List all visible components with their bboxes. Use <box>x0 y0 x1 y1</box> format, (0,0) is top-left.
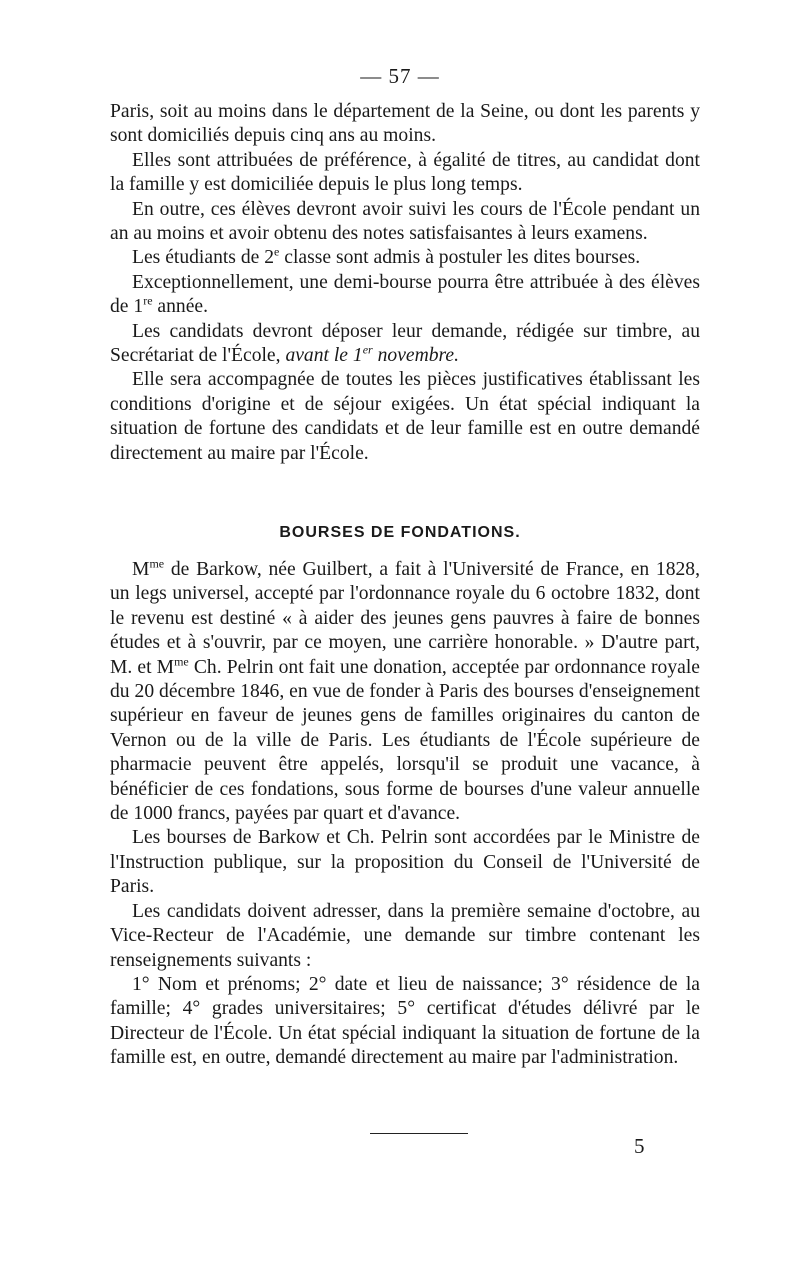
paragraph-4-sup: e <box>274 244 280 259</box>
paragraph-6-em-b: novembre. <box>372 345 460 367</box>
paragraph-6 <box>110 320 700 369</box>
body-text-top <box>110 100 700 466</box>
section-paragraph-3: Les candidats doivent adresser, dans la première semaine d'octobre, au Vice-Recteur de l'Académie, une demande sur timbre contenant les renseignements suivants : <box>110 900 700 971</box>
paragraph-5-text-b: année. <box>152 296 209 318</box>
paragraph-5 <box>110 271 700 320</box>
section-paragraph-1 <box>110 558 700 826</box>
section-paragraph-2: Les bourses de Barkow et Ch. Pelrin sont accordées par le Ministre de l'Instruction publique, sur la proposition du Conseil de l'Université de Paris. <box>110 827 700 898</box>
paragraph-1: Paris, soit au moins dans le département de la Seine, ou dont les parents y sont domiciliés depuis cinq ans au moins. <box>110 101 700 147</box>
section-heading: BOURSES DE FONDATIONS. <box>279 524 521 541</box>
section-paragraph-1-text-a: M <box>132 559 150 580</box>
signature-mark: 5 <box>634 1134 645 1158</box>
section-paragraph-4: 1° Nom et prénoms; 2° date et lieu de naissance; 3° résidence de la famille; 4° grades universitaires; 5° certificat d'études délivré par le Directeur de l'École. Un état spécial indiquant la situation de fortune de la famille est, en outre, demandé directement au maire par l'administration. <box>110 973 700 1069</box>
section-paragraph-1-text-c: Ch. Pelrin ont fait une donation, acceptée par ordonnance royale du 20 décembre 1846, en vue de fonder à Paris des bourses d'enseignement supérieur en faveur de jeunes gens de familles originaires du canton de Vernon ou de la ville de Paris. Les étudiants de l'École supérieure de pharmacie peuvent être appelés, lorsqu'il se produit une vacance, à bénéficier de ces fondations, sous forme de bourses d'une valeur annuelle de 1000 francs, payées par quart et d'avance. <box>110 656 700 825</box>
paragraph-6-em-sup: er <box>362 342 373 357</box>
paragraph-6-deadline <box>285 342 460 367</box>
paragraph-5-text-a: Exceptionnellement, une demi-bourse pourra être attribuée à des élèves de 1 <box>110 271 700 318</box>
paragraph-4 <box>110 246 700 270</box>
section-paragraph-1-sup-2: me <box>174 654 189 669</box>
paragraph-2: Elles sont attribuées de préférence, à égalité de titres, au candidat dont la famille y est domiciliée depuis le plus long temps. <box>110 149 700 196</box>
end-rule-divider <box>370 1133 468 1134</box>
paragraph-6-em-a: avant le 1 <box>285 345 363 367</box>
section-paragraph-1-text-b: de Barkow, née Guilbert, a fait à l'Université de France, en 1828, un legs universel, accepté par l'ordonnance royale du 6 octobre 1832, dont le revenu est destiné « à aider des jeunes gens pauvres à faire de bonnes études et à s'ouvrir, par ce moyen, une carrière honorable. » D'autre part, M. et M <box>110 559 700 678</box>
section-paragraph-1-sup-1: me <box>149 556 165 571</box>
paragraph-7: Elle sera accompagnée de toutes les pièces justificatives établissant les conditions d'origine et de séjour exigées. Un état spécial indiquant la situation de fortune des candidats et de leur famille est en outre demandé directement au maire par l'École. <box>110 369 700 464</box>
paragraph-4-text-b: classe sont admis à postuler les dites bourses. <box>279 247 641 269</box>
page-number: — 57 — <box>360 64 440 88</box>
paragraph-6-text-a: Les candidats devront déposer leur demande, rédigée sur timbre, au Secrétariat de l'École, <box>110 320 700 367</box>
body-text-section <box>110 558 700 1071</box>
paragraph-4-text-a: Les étudiants de 2 <box>132 247 275 269</box>
paragraph-5-sup: re <box>143 293 153 308</box>
paragraph-3: En outre, ces élèves devront avoir suivi les cours de l'École pendant un an au moins et avoir obtenu des notes satisfaisantes à leurs examens. <box>110 198 700 245</box>
